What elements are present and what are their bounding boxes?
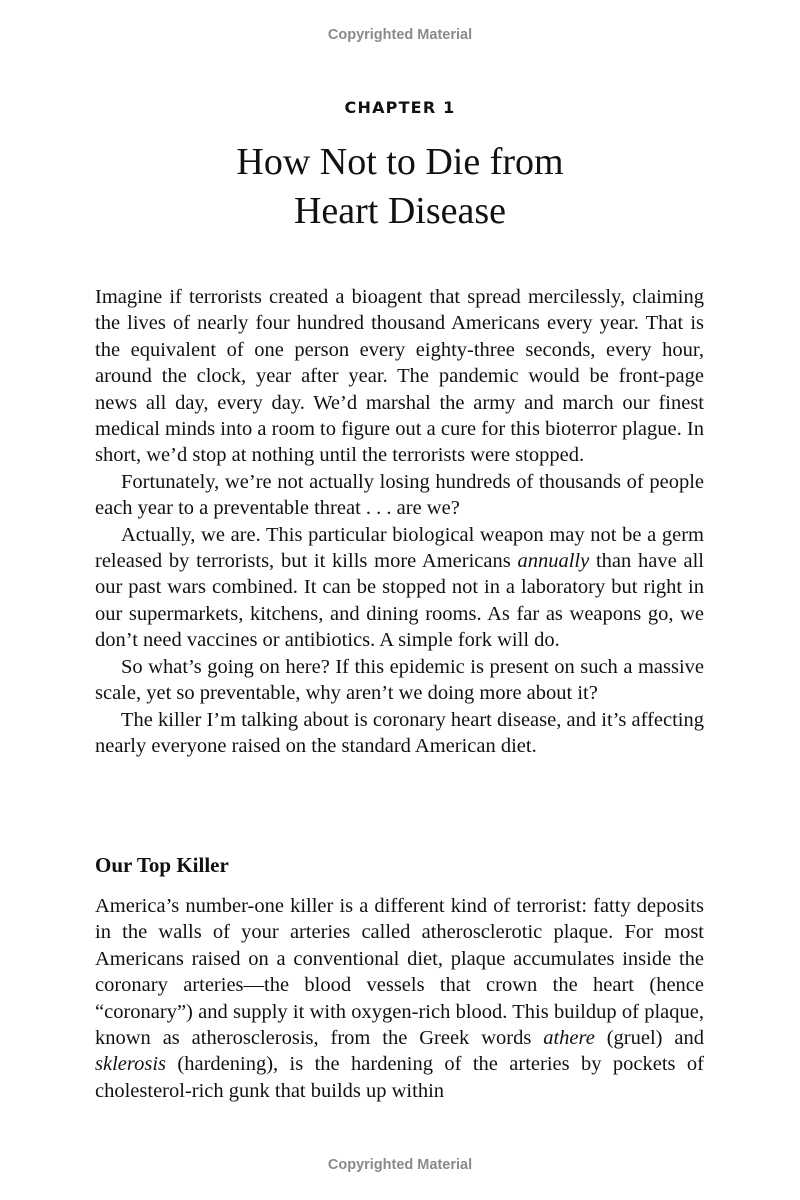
chapter-title-line-1: How Not to Die from bbox=[236, 141, 564, 183]
copyright-header: Copyrighted Material bbox=[327, 27, 473, 43]
chapter-title bbox=[0, 138, 800, 236]
paragraph-text: (gruel) and bbox=[594, 1027, 705, 1050]
chapter-label: CHAPTER 1 bbox=[344, 98, 456, 117]
paragraph bbox=[95, 893, 704, 1104]
paragraph-text: than have all our past wars combined. It can be stopped not in a laboratory but right in our supermarkets, kitchens, and dining rooms. As far as weapons go, we don’t need vaccines or antibiotics. A simple fork will do. bbox=[95, 550, 704, 652]
paragraph: Fortunately, we’re not actually losing hundreds of thousands of people each year to a preventable threat . . . are we? bbox=[95, 470, 704, 520]
paragraph bbox=[95, 522, 704, 654]
emphasis-text: annually bbox=[517, 550, 590, 573]
section-heading: Our Top Killer bbox=[95, 853, 229, 877]
paragraph: Imagine if terrorists created a bioagent that spread mercilessly, claiming the lives of nearly four hundred thousand Americans every year. That is the equivalent of one person every eighty-three seconds, every hour, around the clock, year after year. The pandemic would be front-page news all day, every day. We’d marshal the army and march our finest medical minds into a room to figure out a cure for this bioterror plague. In short, we’d stop at nothing until the terrorists were stopped. bbox=[95, 286, 704, 467]
paragraph-text: America’s number-one killer is a different kind of terrorist: fatty deposits in the walls of your arteries called atherosclerotic plaque. For most Americans raised on a conventional diet, plaque accumulates inside the coronary arteries—the blood vessels that crown the heart (hence “coronary”) and supply it with oxygen-rich blood. This buildup of plaque, known as atherosclerosis, from the Greek words bbox=[95, 895, 704, 1050]
chapter-title-line-2: Heart Disease bbox=[293, 190, 507, 232]
copyright-footer: Copyrighted Material bbox=[327, 1157, 473, 1173]
paragraph: The killer I’m talking about is coronary heart disease, and it’s affecting nearly everyone raised on the standard American diet. bbox=[95, 708, 704, 757]
emphasis-text: athere bbox=[543, 1027, 595, 1050]
emphasis-text: sklerosis bbox=[95, 1053, 166, 1076]
paragraph-text: (hardening), is the hardening of the arteries by pockets of cholesterol-rich gunk that builds up within bbox=[95, 1053, 704, 1102]
intro-text bbox=[95, 284, 704, 759]
section-text bbox=[95, 893, 704, 1104]
paragraph-text: Actually, we are. This particular biological weapon may not be a germ released by terrorists, but it kills more Americans bbox=[95, 523, 704, 573]
paragraph: So what’s going on here? If this epidemic is present on such a massive scale, yet so preventable, why aren’t we doing more about it? bbox=[95, 655, 704, 705]
